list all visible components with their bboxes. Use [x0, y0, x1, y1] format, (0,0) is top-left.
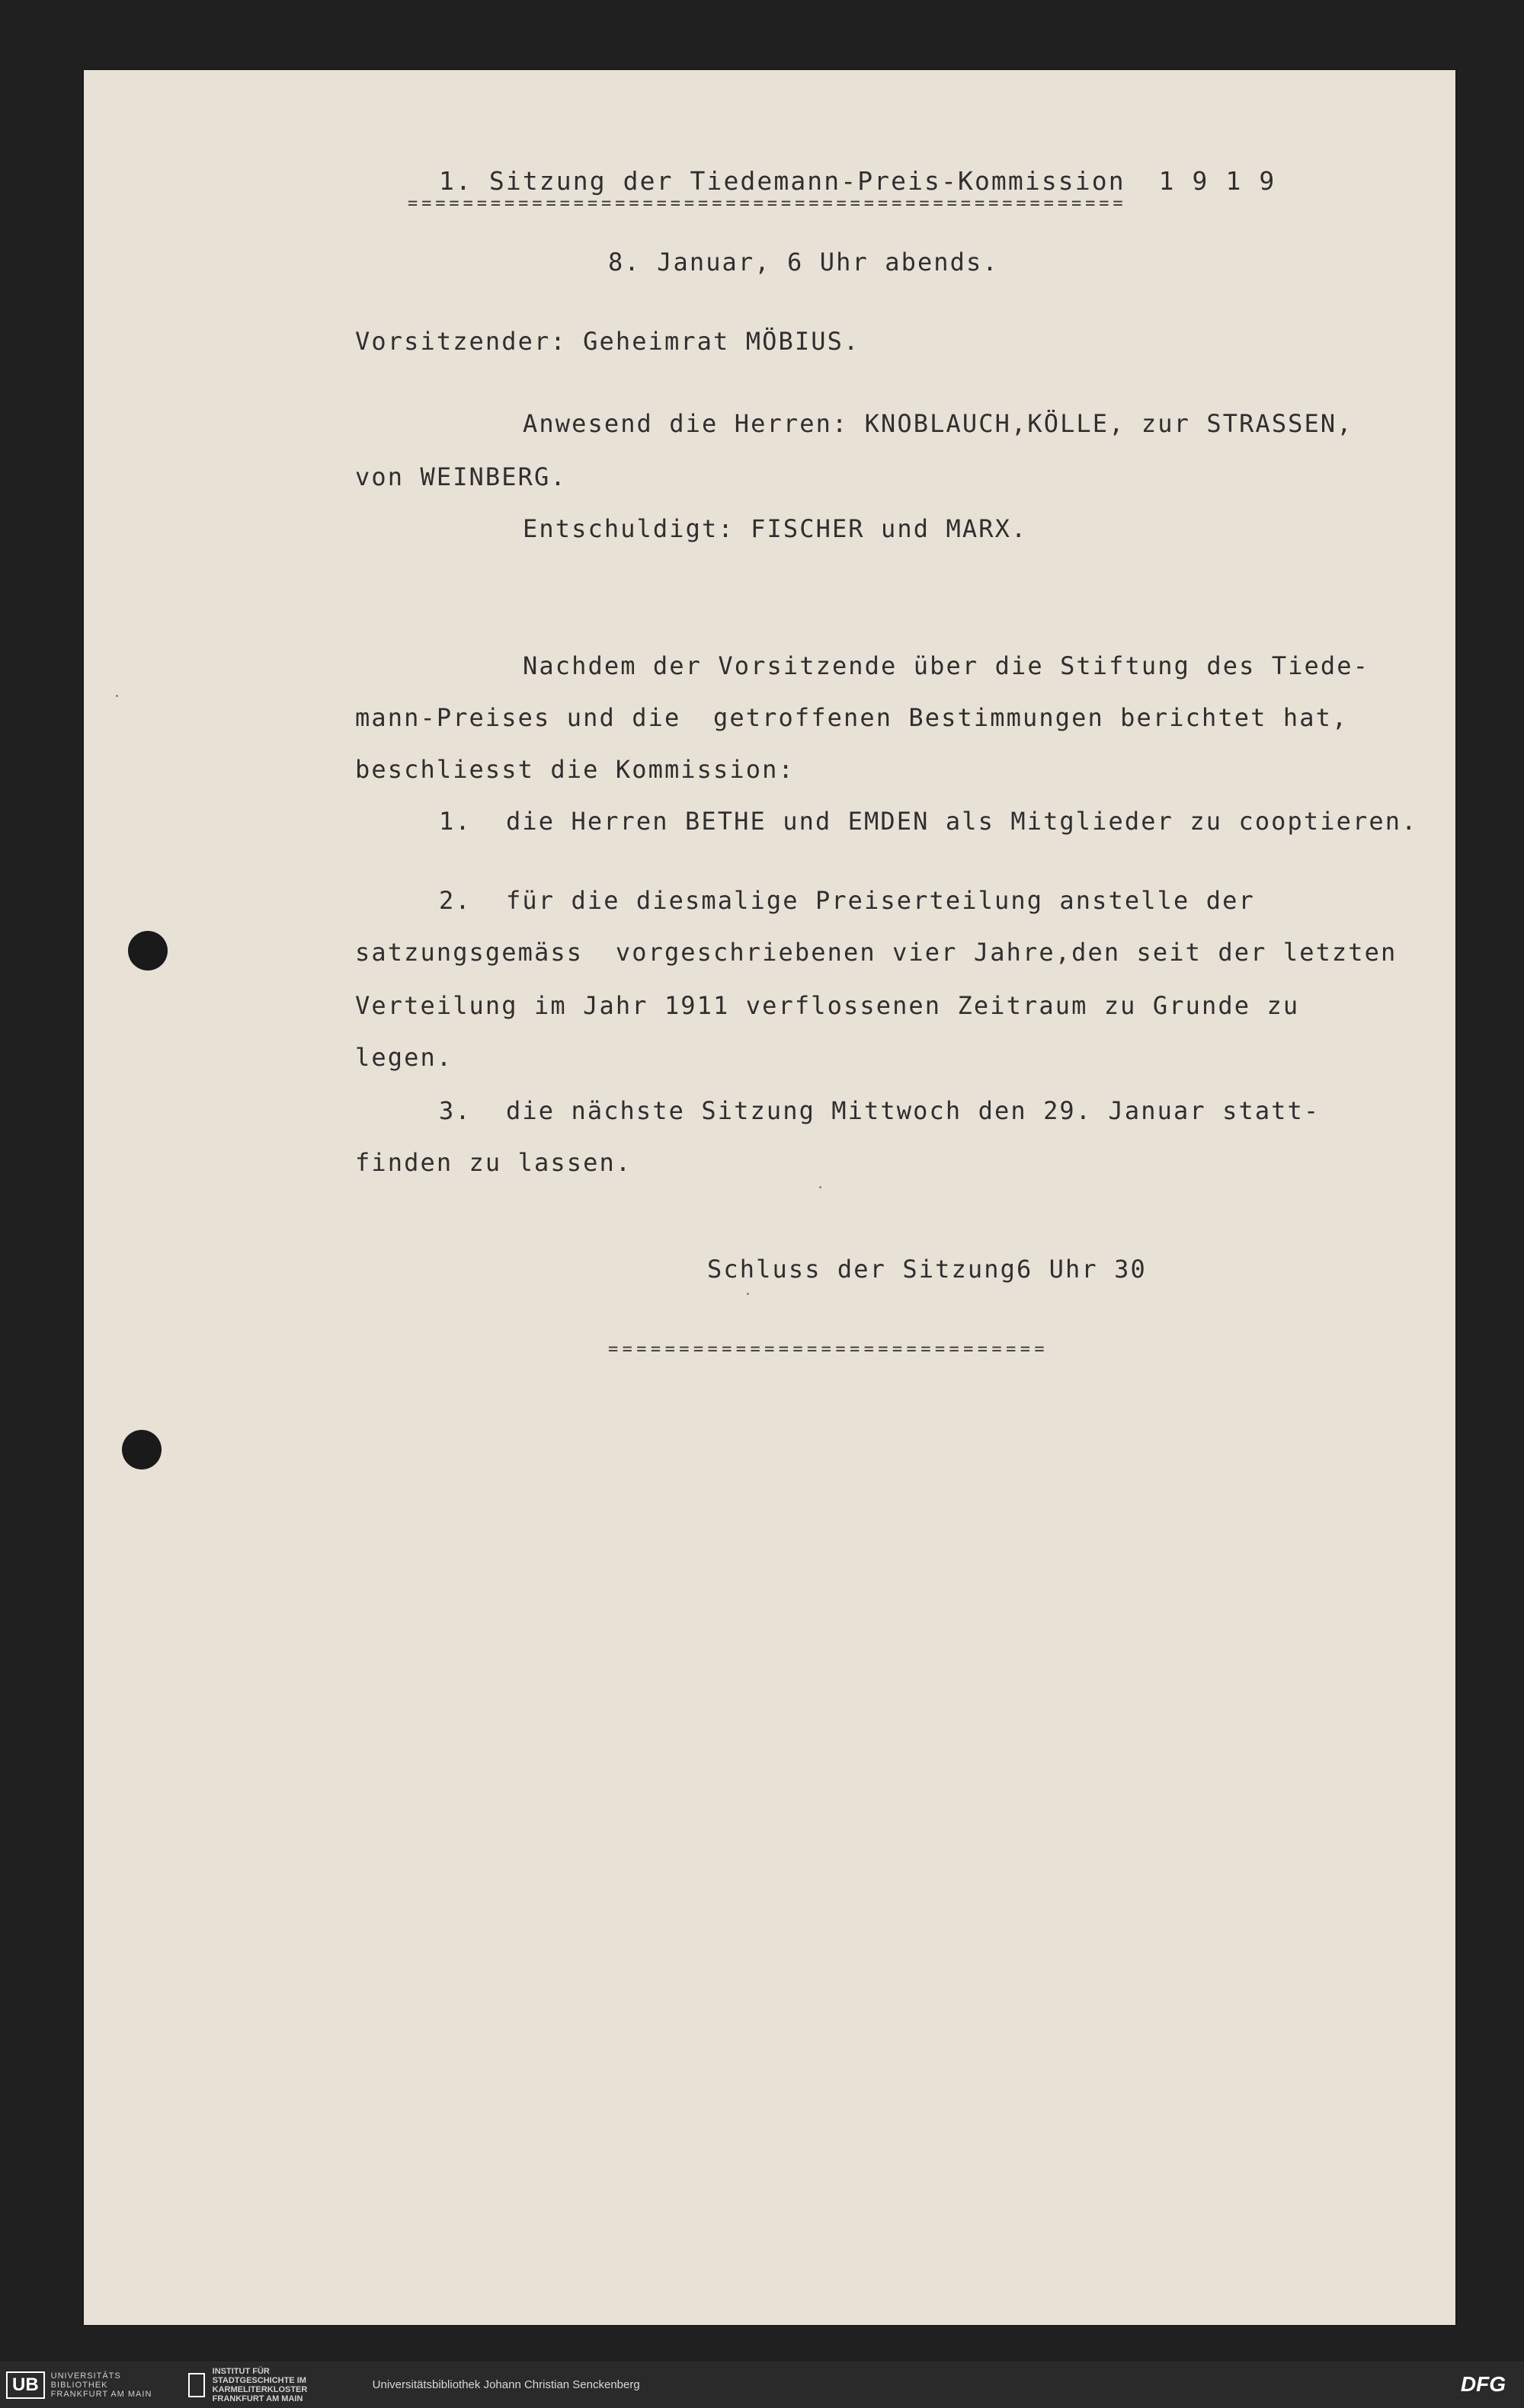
- institute-logo: [188, 2367, 342, 2403]
- item-2-line-3: Verteilung im Jahr 1911 verflossenen Zeitraum zu Grunde zu: [355, 991, 1300, 1020]
- paper-speck: [747, 1293, 749, 1295]
- excused-line: Entschuldigt: FISCHER und MARX.: [523, 514, 1028, 543]
- item-1-text: die Herren BETHE und EMDEN als Mitglieder zu cooptieren.: [506, 807, 1418, 836]
- institute-logo-icon: [188, 2373, 205, 2397]
- punch-hole-bottom: [122, 1430, 162, 1469]
- punch-hole-top: [128, 931, 168, 971]
- document-title: 1. Sitzung der Tiedemann-Preis-Kommission 1 9 1 9: [439, 166, 1276, 196]
- institute-logo-text: INSTITUT FÜR STADTGESCHICHTE IM KARMELITERKLOSTER FRANKFURT AM MAIN: [212, 2366, 308, 2403]
- closing-line: Schluss der Sitzung6 Uhr 30: [707, 1255, 1147, 1284]
- item-1-number: 1.: [439, 807, 472, 836]
- present-line-2: von WEINBERG.: [355, 462, 567, 491]
- item-2-line-4: legen.: [355, 1043, 453, 1072]
- paper-speck: [819, 1186, 821, 1188]
- meeting-date: 8. Januar, 6 Uhr abends.: [608, 248, 999, 277]
- document-page: [84, 70, 1455, 2325]
- footer-credit: Universitätsbibliothek Johann Christian Senckenberg: [372, 2378, 640, 2391]
- item-2-line-2: satzungsgemäss vorgeschriebenen vier Jahre,den seit der letzten: [355, 938, 1398, 967]
- ub-logo-text: UNIVERSITÄTS BIBLIOTHEK FRANKFURT AM MAIN: [50, 2371, 152, 2399]
- chair-line: Vorsitzender: Geheimrat MÖBIUS.: [355, 327, 860, 356]
- paragraph-line-3: beschliesst die Kommission:: [355, 755, 795, 784]
- paragraph-line-2: mann-Preises und die getroffenen Bestimmungen berichtet hat,: [355, 703, 1349, 732]
- dfg-logo: DFG: [1460, 2372, 1506, 2396]
- ub-logo: [6, 2371, 165, 2399]
- item-2-line-1: für die diesmalige Preiserteilung anstelle der: [506, 886, 1255, 915]
- title-underline: ====================================================: [408, 195, 1127, 213]
- paper-speck: [116, 695, 118, 697]
- item-2-number: 2.: [439, 886, 472, 915]
- footer-bar: [0, 2362, 1524, 2408]
- item-3-line-1: die nächste Sitzung Mittwoch den 29. Januar statt-: [506, 1096, 1321, 1125]
- paragraph-line-1: Nachdem der Vorsitzende über die Stiftung des Tiede-: [523, 651, 1370, 680]
- item-3-line-2: finden zu lassen.: [355, 1148, 632, 1177]
- present-line-1: Anwesend die Herren: KNOBLAUCH,KÖLLE, zur STRASSEN,: [523, 409, 1353, 438]
- closing-rule: ===============================: [608, 1341, 1049, 1359]
- ub-logo-mark: UB: [6, 2371, 45, 2399]
- item-3-number: 3.: [439, 1096, 472, 1125]
